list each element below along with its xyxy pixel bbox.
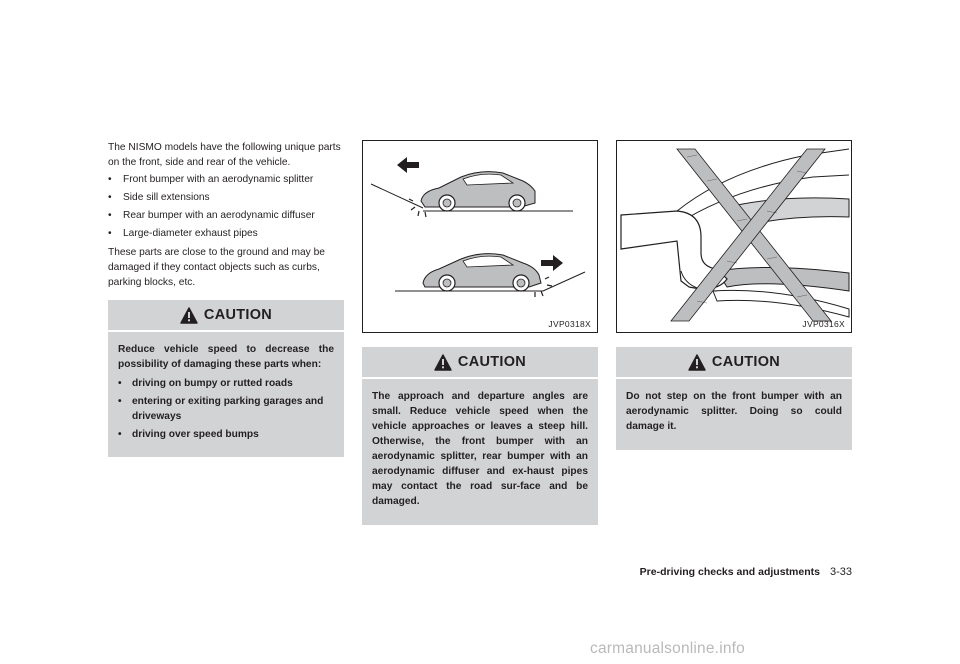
caution-body [362, 379, 598, 509]
caution-list [118, 376, 334, 442]
warning-icon [180, 307, 198, 324]
bullet-glyph: • [118, 378, 122, 389]
caution-title: CAUTION [457, 354, 527, 370]
warning-icon [688, 354, 706, 371]
figure-label: JVP0318X [548, 319, 591, 329]
page-number: 3-33 [829, 566, 852, 578]
caution-box-middle [362, 347, 598, 525]
caution-header [108, 300, 344, 332]
list-item: • entering or exiting parking garages and driveways [118, 396, 324, 422]
arrow-right-icon [541, 255, 563, 271]
caution-box-right [616, 347, 852, 450]
list-item: • Side sill extensions [108, 192, 210, 203]
caution-body [108, 332, 344, 442]
bullet-glyph: • [108, 228, 112, 239]
figure-no-step [616, 140, 852, 333]
figure-approach-departure [362, 140, 598, 333]
list-item: • Large-diameter exhaust pipes [108, 228, 258, 239]
arrow-left-icon [397, 157, 419, 173]
caution-header [616, 347, 852, 379]
car-angle-illustration [363, 141, 597, 332]
middle-column [362, 140, 598, 525]
bullet-glyph: • [108, 210, 112, 221]
list-item: • Front bumper with an aerodynamic splitter [108, 174, 314, 185]
watermark[interactable]: carmanualsonline.info [590, 640, 745, 657]
list-item: • Rear bumper with an aerodynamic diffuser [108, 210, 315, 221]
note-paragraph: These parts are close to the ground and may be damaged if they contact objects such as curbs, parking blocks, etc. [108, 247, 325, 288]
left-column [108, 140, 344, 457]
bullet-glyph: • [118, 429, 122, 440]
page-footer [616, 566, 852, 578]
list-item: • driving on bumpy or rutted roads [118, 378, 293, 389]
list-item: • driving over speed bumps [118, 429, 259, 440]
right-column [616, 140, 852, 450]
figure-label: JVP0316X [802, 319, 845, 329]
parts-list [108, 173, 344, 241]
bullet-glyph: • [108, 174, 112, 185]
warning-icon [434, 354, 452, 371]
caution-title: CAUTION [203, 307, 273, 323]
section-title: Pre-driving checks and adjustments [639, 566, 820, 578]
intro-paragraph: The NISMO models have the following unique parts on the front, side and rear of the vehicle. [108, 142, 341, 168]
caution-body [616, 379, 852, 434]
caution-header [362, 347, 598, 379]
caution-box-left [108, 300, 344, 457]
caution-title: CAUTION [711, 354, 781, 370]
bullet-glyph: • [118, 396, 122, 407]
caution-text: The approach and departure angles are small. Reduce vehicle speed when the vehicle approaches or leaves a steep hill. Otherwise, the front bumper with an aerodynamic splitter, rear bumper with an aerodynamic diffuser and ex-haust pipes may contact the road sur-face and be damaged. [372, 391, 588, 507]
bumper-step-illustration [617, 141, 851, 332]
caution-text: Do not step on the front bumper with an aerodynamic splitter. Doing so could damage it. [626, 391, 842, 432]
bullet-glyph: • [108, 192, 112, 203]
caution-intro: Reduce vehicle speed to decrease the possibility of damaging these parts when: [118, 344, 334, 370]
